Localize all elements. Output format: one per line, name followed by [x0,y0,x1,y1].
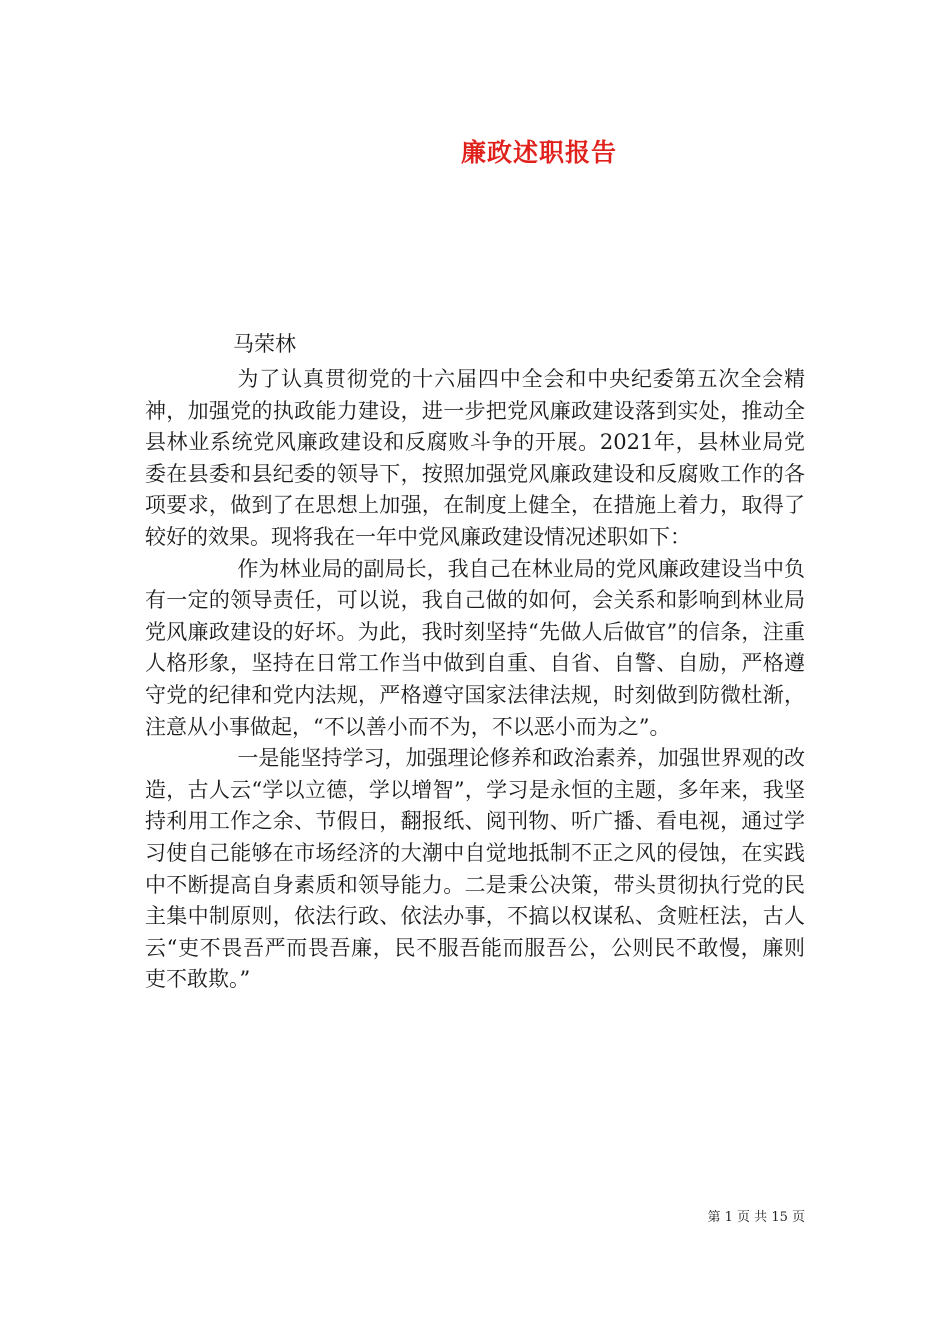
document-body [145,364,805,996]
paragraph-study: 一是能坚持学习，加强理论修养和政治素养，加强世界观的改造，古人云“学以立德，学以增智”，学习是永恒的主题，多年来，我坚持利用工作之余、节假日，翻报纸、阅刊物、听广播、看电视，通过学习使自己能够在市场经济的大潮中自觉地抵制不正之风的侵蚀，在实践中不断提高自身素质和领导能力。二是秉公决策，带头贯彻执行党的民主集中制原则，依法行政、依法办事，不搞以权谋私、贪赃枉法，古人云“吏不畏吾严而畏吾廉，民不服吾能而服吾公，公则民不敢慢，廉则吏不敢欺。” [145,746,805,992]
page-number: 第 1 页 共 15 页 [707,1210,805,1225]
paragraph-responsibility: 作为林业局的副局长，我自己在林业局的党风廉政建设当中负有一定的领导责任，可以说，我自己做的如何，会关系和影响到林业局党风廉政建设的好坏。为此，我时刻坚持“先做人后做官”的信条，注重人格形象，坚持在日常工作当中做到自重、自省、自警、自励，严格遵守党的纪律和党内法规，严格遵守国家法律法规，时刻做到防微杜渐，注意从小事做起，“不以善小而不为，不以恶小而为之”。 [145,556,805,739]
paragraph-intro: 为了认真贯彻党的十六届四中全会和中央纪委第五次全会精神，加强党的执政能力建设，进一步把党风廉政建设落到实处，推动全县林业系统党风廉政建设和反腐败斗争的开展。2021年，县林业局党委在县委和县纪委的领导下，按照加强党风廉政建设和反腐败工作的各项要求，做到了在思想上加强，在制度上健全，在措施上着力，取得了较好的效果。现将我在一年中党风廉政建设情况述职如下： [145,367,805,549]
author-name: 马荣林 [233,332,296,356]
document-title: 廉政述职报告 [460,138,617,167]
